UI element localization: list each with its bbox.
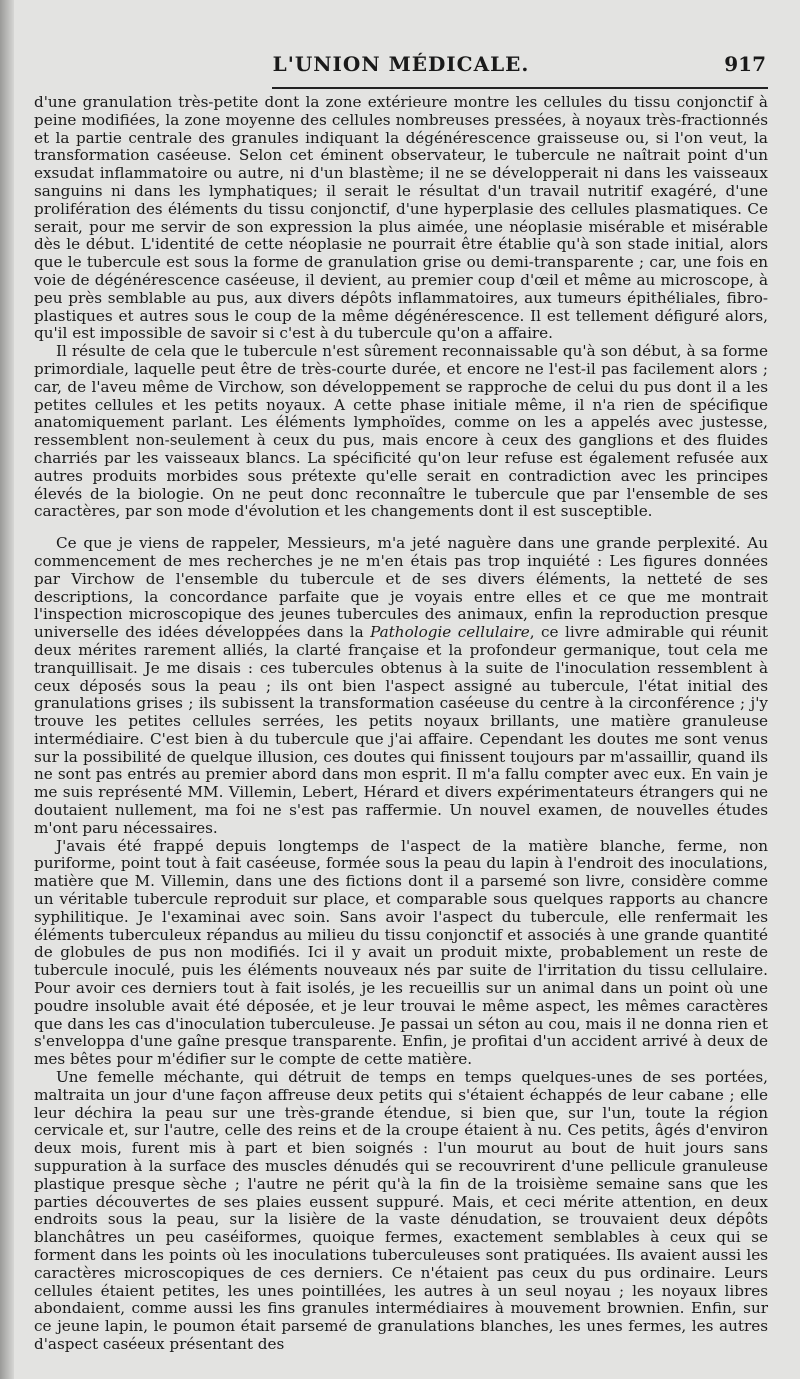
paragraph-1: d'une granulation très-petite dont la zone extérieure montre les cellules du tissu conjonctif à peine modifiées, la zone moyenne des cellules nombreuses pressées, à noyaux très-fractionnés et la partie centrale des granules indiquant la dégénérescence graisseuse ou, si l'on veut, la transformation caséeuse. Selon cet éminent observateur, le tubercule ne naîtrait point d'un exsudat inflammatoire ou autre, ni d'un blastème; il ne se développerait ni dans les vaisseaux sanguins ni dans les lymphatiques; il serait le résultat d'un travail nutritif exagéré, d'une prolifération des éléments du tissu conjonctif, d'une hyperplasie des cellules plasmatiques. Ce serait, pour me servir de son expression la plus aimée, une néoplasie misérable et misérable dès le début. L'identité de cette néoplasie ne pourrait être établie qu'à son stade initial, alors que le tubercule est sous la forme de granulation grise ou demi-transparente ; car, une fois en voie de dégénérescence caséeuse, il devient, au premier coup d'œil et même au microscope, à peu près semblable au pus, aux divers dépôts inflammatoires, aux tumeurs épithéliales, fibro-plastiques et autres sous le coup de la même dégénérescence. Il est tellement défiguré alors, qu'il est impossible de savoir si c'est à du tubercule qu'on a affaire. [34, 93, 768, 343]
paragraph-2: Il résulte de cela que le tubercule n'est sûrement reconnaissable qu'à son début, à sa forme primordiale, laquelle peut être de très-courte durée, et encore ne l'est-il pas facilement alors ; car, de l'aveu même de Virchow, son développement se rapproche de celui du pus dont il a les petites cellules et les petits noyaux. A cette phase initiale même, il n'a rien de spécifique anatomiquement parlant. Les éléments lymphoïdes, comme on les a appelés avec justesse, ressemblent non-seulement à ceux du pus, mais encore à ceux des ganglions et des fluides charriés par les vaisseaux blancs. La spécificité qu'on leur refuse est également refusée aux autres produits morbides sous prétexte qu'elle serait en contradiction avec les principes élevés de la biologie. On ne peut donc reconnaître le tubercule que par l'ensemble de ses caractères, par son mode d'évolution et les changements dont il est susceptible. [34, 342, 768, 521]
paragraph-3 [34, 535, 768, 838]
paragraph-4: J'avais été frappé depuis longtemps de l'aspect de la matière blanche, ferme, non puriforme, point tout à fait caséeuse, formée sous la peau du lapin à l'endroit des inoculations, matière que M. Villemin, dans une des fictions dont il a parsemé son livre, considère comme un véritable tubercule reproduit sur place, et comparable sous quelques rapports au chancre syphilitique. Je l'examinai avec soin. Sans avoir l'aspect du tubercule, elle renfermait les éléments tuberculeux répandus au milieu du tissu conjonctif et associés à une grande quantité de globules de pus non modifiés. Ici il y avait un produit mixte, probablement un reste de tubercule inoculé, puis les éléments nouveaux nés par suite de l'irritation du tissu cellulaire. Pour avoir ces derniers tout à fait isolés, je les recueillis sur un animal dans un point où une poudre insoluble avait été déposée, et je leur trouvai le même aspect, les mêmes caractères que dans les cas d'inoculation tuberculeuse. Je passai un séton au cou, mais il ne donna rien et s'enveloppa d'une gaîne presque transparente. Enfin, je profitai d'un accident arrivé à deux de mes bêtes pour m'édifier sur le compte de cette matière. [34, 836, 768, 1069]
page-number: 917 [724, 52, 766, 76]
paragraph-3-part-1: Ce que je viens de rappeler, Messieurs, m'a jeté naguère dans une grande perplexité. Au commencement de mes recherches je ne m'en étais pas trop inquiété : Les figures données par Virchow de l'ensemble du tubercule et de ses divers éléments, la netteté de ses descriptions, la concordance parfaite que je voyais entre elles et ce que me montrait l'inspection microscopique des jeunes tubercules des animaux, enfin la reproduction presque universelle des idées développées dans la [34, 534, 768, 642]
header-rule [272, 87, 768, 89]
book-spine-shadow [0, 0, 14, 1379]
book-title-italic: Pathologie cellulaire [370, 623, 530, 642]
paragraph-5: Une femelle méchante, qui détruit de temps en temps quelques-unes de ses portées, maltraita un jour d'une façon affreuse deux petits qui s'étaient échappés de leur cabane ; elle leur déchira la peau sur une très-grande étendue, si bien que, sur l'un, toute la région cervicale et, sur l'autre, celle des reins et de la croupe étaient à nu. Ces petits, âgés d'environ deux mois, furent mis à part et bien soignés : l'un mourut au bout de huit jours sans suppuration à la surface des muscles dénudés qui se recouvrirent d'une pellicule granuleuse plastique presque sèche ; l'autre ne périt qu'à la fin de la troisième semaine sans que les parties découvertes de ses plaies eussent suppuré. Mais, et ceci mérite attention, en deux endroits sous la peau, sur la lisière de la vaste dénudation, se trouvaient deux dépôts blanchâtres un peu caséiformes, quoique fermes, exactement semblables à ceux qui se forment dans les points où les inoculations tuberculeuses sont pratiquées. Ils avaient aussi les caractères microscopiques de ces derniers. Ce n'étaient pas ceux du pus ordinaire. Leurs cellules étaient petites, les unes pointillées, les autres à un seul noyau ; les noyaux libres abondaient, comme aussi les fins granules intermédiaires à mouvement brownien. Enfin, sur ce jeune lapin, le poumon était parsemé de granulations blanches, les unes fermes, les autres d'aspect caséeux présentant des [34, 1068, 768, 1353]
paragraph-3-part-2: , ce livre admirable qui réunit deux mérites rarement alliés, la clarté française et la profondeur germanique, tout cela me tranquillisait. Je me disais : ces tubercules obtenus à la suite de l'inoculation ressemblent à ceux déposés sous la peau ; ils ont bien l'aspect assigné au tubercule, l'état initial des granulations grises ; ils subissent la transformation caséeuse du centre à la circonférence ; j'y trouve les petites cellules serrées, les petits noyaux brillants, une matière granuleuse intermédiaire. C'est bien à du tubercule que j'ai affaire. Cependant les doutes me sont venus sur la possibilité de quelque illusion, ces doutes qui finissent toujours par m'assaillir, quand ils ne sont pas entrés au premier abord dans mon esprit. Il m'a fallu compter avec eux. En vain je me suis représenté MM. Villemin, Lebert, Hérard et divers expérimentateurs étrangers qui ne doutaient nullement, ma foi ne s'est pas raffermie. Un nouvel examen, de nouvelles études m'ont paru nécessaires. [34, 623, 768, 837]
page-header [34, 40, 768, 84]
running-title: L'UNION MÉDICALE. [272, 52, 530, 76]
body-text [34, 94, 768, 1354]
